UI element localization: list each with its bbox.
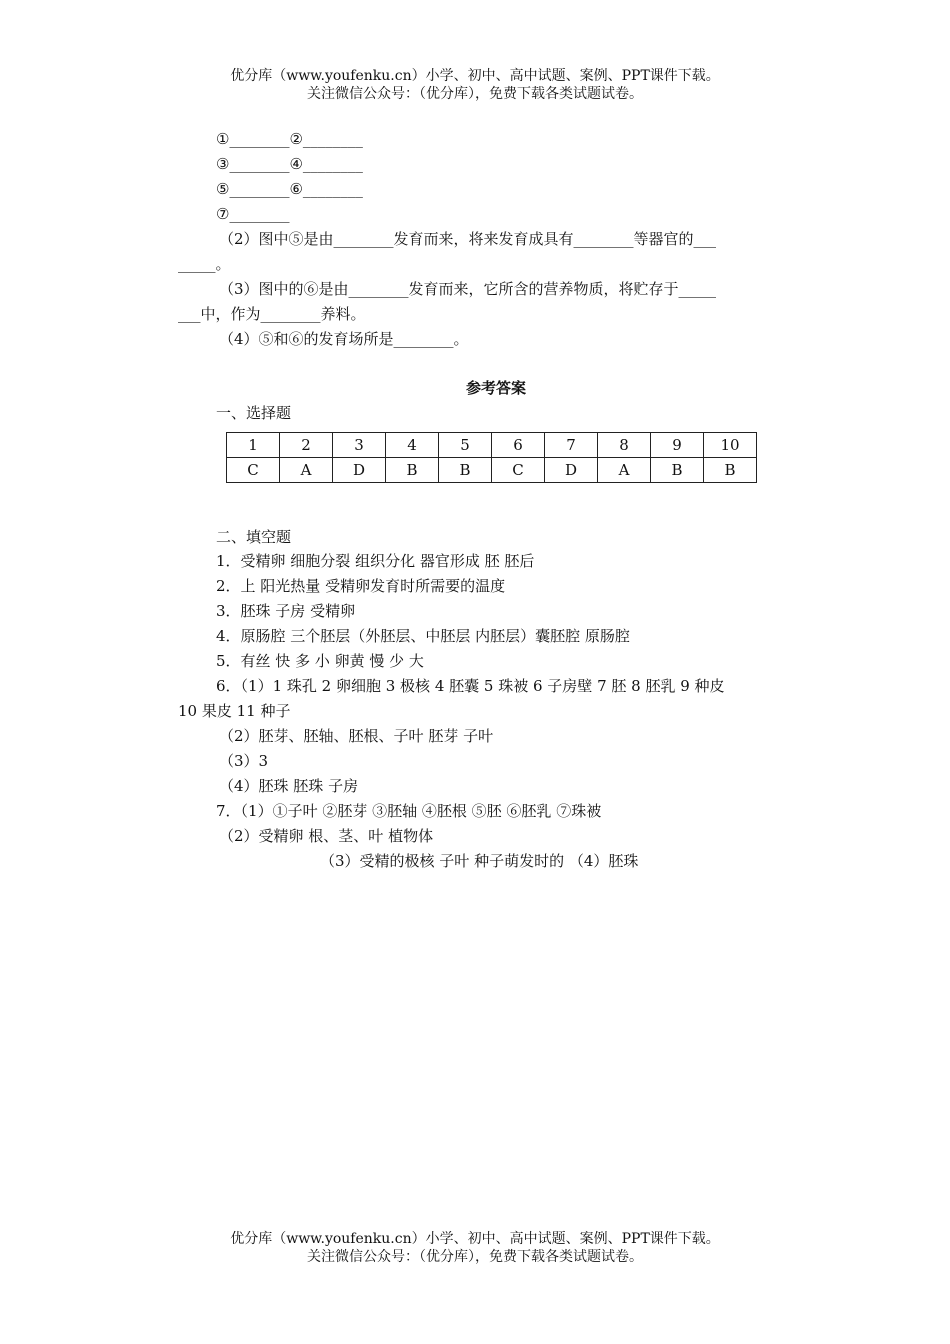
fill-answer-line: （4）胚珠 胚珠 子房 [219,777,359,795]
blank-line-1: ①________②________ [216,130,363,148]
fill-answer-line: 10 果皮 11 种子 [178,702,291,720]
table-cell: C [492,458,545,483]
q2-line-1: （2）图中⑤是由________发育而来，将来发育成具有________等器官的___ [219,230,717,248]
fill-answer-line: 7．（1）①子叶 ②胚芽 ③胚轴 ④胚根 ⑤胚 ⑥胚乳 ⑦珠被 [216,802,602,820]
fill-answer-line: （2）胚芽、胚轴、胚根、子叶 胚芽 子叶 [219,727,494,745]
fill-answer-line: 4．原肠腔 三个胚层（外胚层、中胚层 内胚层）囊胚腔 原肠腔 [216,627,630,645]
table-cell: 5 [439,433,492,458]
fill-answer-line: 3．胚珠 子房 受精卵 [216,602,356,620]
answer-table [226,432,757,483]
fill-answer-line: 5．有丝 快 多 小 卵黄 慢 少 大 [216,652,424,670]
table-cell: A [598,458,651,483]
section-1-heading: 一、选择题 [216,404,292,422]
table-cell: D [545,458,598,483]
answer-table-numbers-row [227,433,757,458]
table-cell: 7 [545,433,598,458]
header-line-1: 优分库（www.youfenku.cn）小学、初中、高中试题、案例、PPT课件下载。 [230,68,720,84]
section-2-heading: 二、填空题 [216,528,292,546]
table-cell: 1 [227,433,280,458]
table-cell: C [227,458,280,483]
q4-line: （4）⑤和⑥的发育场所是________。 [219,330,469,348]
table-cell: A [280,458,333,483]
footer-line-2: 关注微信公众号：（优分库），免费下载各类试题试卷。 [307,1249,643,1265]
fill-answer-line: 6．（1）1 珠孔 2 卵细胞 3 极核 4 胚囊 5 珠被 6 子房壁 7 胚 8 胚乳 9 种皮 [216,677,725,695]
table-cell: D [333,458,386,483]
answers-title: 参考答案 [465,379,526,397]
table-cell: B [704,458,757,483]
table-cell: 6 [492,433,545,458]
table-cell: 8 [598,433,651,458]
table-cell: 9 [651,433,704,458]
table-cell: 4 [386,433,439,458]
table-cell: 10 [704,433,757,458]
table-cell: 3 [333,433,386,458]
blank-line-3: ⑤________⑥________ [216,180,363,198]
table-cell: B [386,458,439,483]
table-cell: B [651,458,704,483]
fill-answer-line: 1．受精卵 细胞分裂 组织分化 器官形成 胚 胚后 [216,552,535,570]
fill-answer-line: 2．上 阳光热量 受精卵发育时所需要的温度 [216,577,506,595]
header-line-2: 关注微信公众号：（优分库），免费下载各类试题试卷。 [307,86,643,102]
page-footer [0,1230,950,1266]
table-cell: 2 [280,433,333,458]
footer-line-1: 优分库（www.youfenku.cn）小学、初中、高中试题、案例、PPT课件下载。 [230,1231,720,1247]
page-header [0,67,950,103]
answer-table-letters-row [227,458,757,483]
table-cell: B [439,458,492,483]
fill-answer-line: （2）受精卵 根、茎、叶 植物体 [219,827,434,845]
blank-line-4: ⑦________ [216,205,290,223]
q3-line-2: ___中，作为________养料。 [178,305,366,323]
q3-line-1: （3）图中的⑥是由________发育而来，它所含的营养物质，将贮存于_____ [219,280,717,298]
blank-line-2: ③________④________ [216,155,363,173]
fill-answer-line: （3）受精的极核 子叶 种子萌发时的 （4）胚珠 [320,852,639,870]
q2-line-2: _____。 [178,255,231,273]
fill-answer-line: （3）3 [219,752,269,770]
